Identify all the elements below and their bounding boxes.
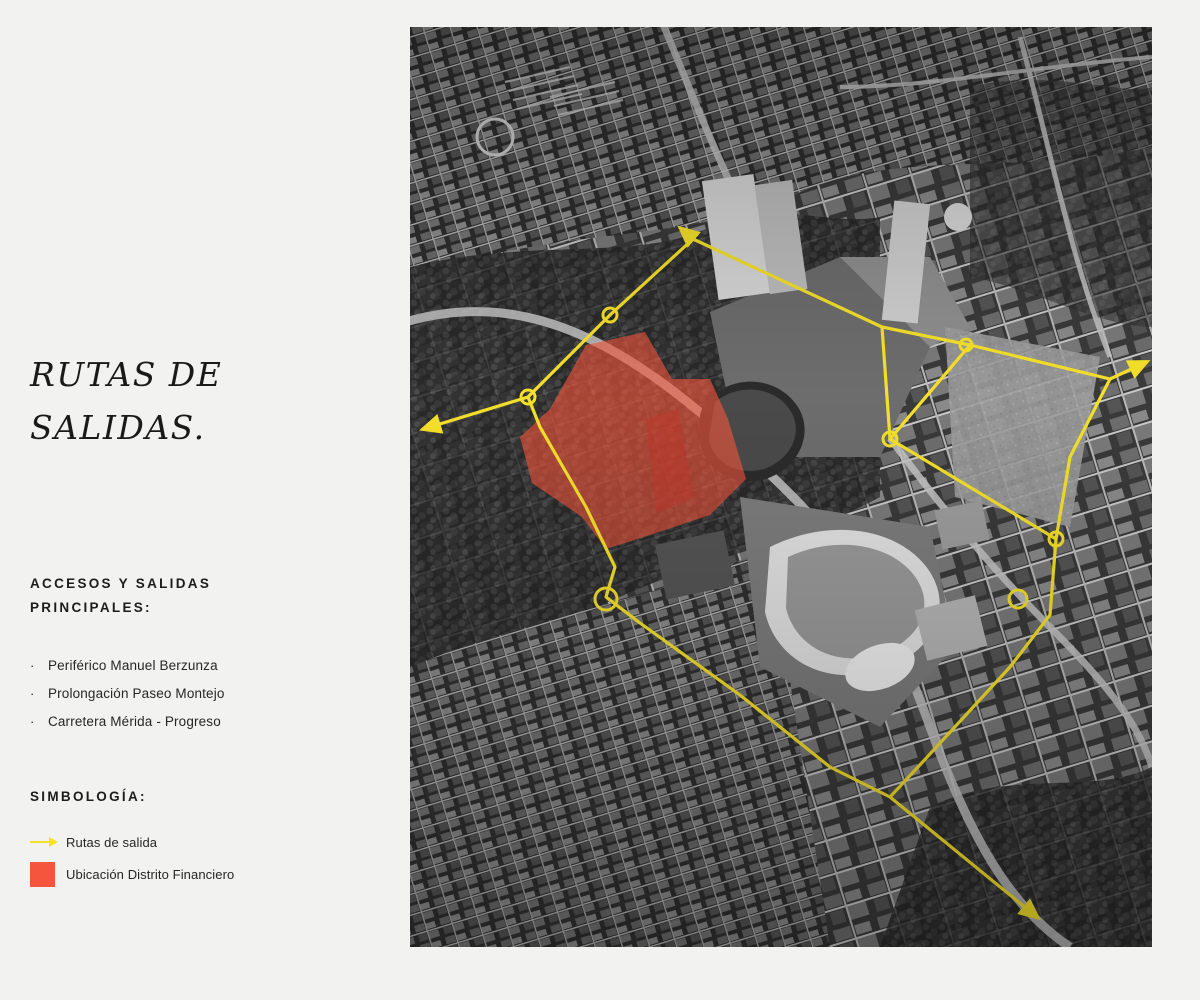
bullet-icon: · (30, 713, 35, 729)
color-swatch-icon (30, 862, 55, 887)
legend-label: Rutas de salida (66, 834, 158, 850)
aerial-map-image (410, 27, 1152, 947)
legend (30, 826, 380, 890)
legend-item-district (30, 858, 380, 890)
legend-key (30, 862, 66, 887)
accesses-heading-line-1: ACCESOS Y SALIDAS (30, 576, 212, 591)
list-item-label: Prolongación Paseo Montejo (48, 685, 225, 701)
list-item (30, 652, 370, 680)
list-item-label: Carretera Mérida - Progreso (48, 713, 221, 729)
left-info-panel (0, 0, 410, 1000)
list-item-label: Periférico Manuel Berzunza (48, 658, 218, 673)
accesses-list (30, 652, 370, 735)
symbology-section-heading: SIMBOLOGÍA: (30, 789, 147, 804)
bullet-icon: · (30, 685, 35, 701)
accesses-heading-line-2: PRINCIPALES: (30, 599, 152, 615)
arrow-right-icon (30, 836, 60, 848)
legend-label: Ubicación Distrito Financiero (66, 866, 235, 882)
list-item (30, 680, 370, 708)
page-title (30, 348, 370, 455)
legend-key (30, 836, 66, 848)
page-title-line-1: RUTAS DE (30, 355, 223, 394)
list-item (30, 708, 370, 736)
bullet-icon: · (30, 658, 35, 673)
aerial-map-svg (410, 27, 1152, 947)
accesses-section-heading (30, 572, 360, 619)
legend-item-routes (30, 826, 380, 858)
page-title-line-2: SALIDAS. (30, 408, 206, 448)
